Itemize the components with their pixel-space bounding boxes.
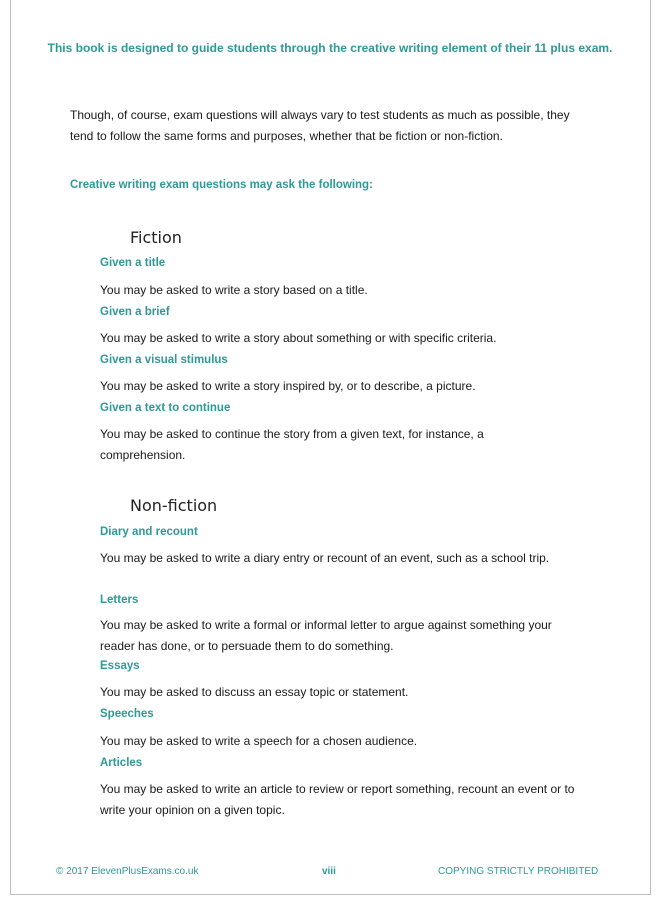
item-title: Given a brief [100,306,170,318]
item-text: You may be asked to write a diary entry or recount of an event, such as a school trip. [100,551,550,565]
item-title: Speeches [100,708,154,720]
item-text: You may be asked to write an article to review or report something, recount an event or to write your opinion on a given topic. [100,782,575,817]
item-title: Given a title [100,257,166,269]
item-title: Diary and recount [100,526,198,538]
item-text: You may be asked to write a formal or informal letter to argue against something your reader has done, or to persuade them to do something. [100,618,552,653]
item-text: You may be asked to write a story about something or with specific criteria. [100,331,497,345]
item-text: You may be asked to write a story inspired by, or to describe, a picture. [100,379,476,393]
fiction-heading: Fiction [130,228,182,247]
footer-notice: COPYING STRICTLY PROHIBITED [438,866,599,877]
item-text: You may be asked to continue the story from a given text, for instance, a comprehension. [100,427,484,462]
footer-copyright: © 2017 ElevenPlusExams.co.uk [56,866,199,877]
footer-page-number: viii [322,866,336,877]
item-title: Essays [100,660,140,672]
item-title: Letters [100,594,139,606]
item-title: Given a visual stimulus [100,354,228,366]
intro-text: This book is designed to guide students through the creative writing element of their 11 plus exam. [47,41,613,55]
item-text: You may be asked to discuss an essay topic or statement. [100,685,409,699]
item-title: Given a text to continue [100,402,231,414]
lead-text: Creative writing exam questions may ask the following: [70,179,373,191]
item-text: You may be asked to write a story based on a title. [100,283,368,297]
item-title: Articles [100,757,143,769]
item-text: You may be asked to write a speech for a chosen audience. [100,734,418,748]
intro-paragraph: Though, of course, exam questions will always vary to test students as much as possible, they tend to follow the same forms and purposes, whether that be fiction or non-fiction. [70,108,570,143]
nonfiction-heading: Non-fiction [130,496,218,515]
